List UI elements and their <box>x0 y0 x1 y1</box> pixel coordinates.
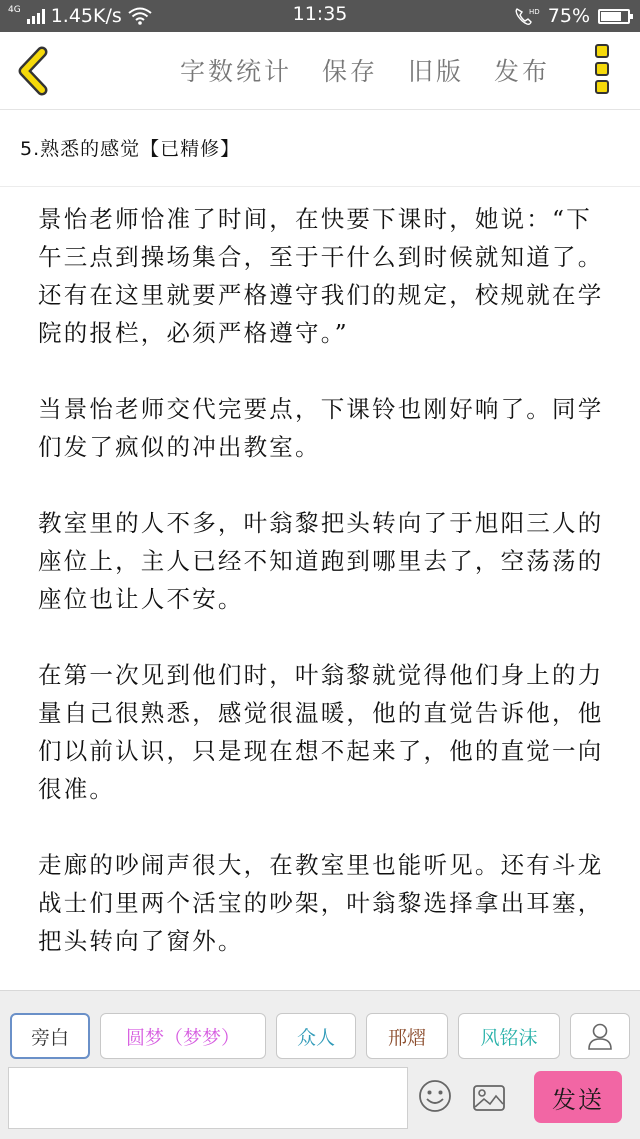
role-xingyi[interactable]: 邢熠 <box>366 1013 448 1059</box>
role-fengmingmo[interactable]: 风铭沫 <box>458 1013 560 1059</box>
call-icon <box>514 6 540 26</box>
back-chevron-icon[interactable] <box>14 46 54 96</box>
editor-toolbar <box>0 32 640 110</box>
battery-fill <box>601 12 621 21</box>
role-yuanmeng[interactable]: 圆梦（梦梦） <box>100 1013 266 1059</box>
send-button[interactable]: 发送 <box>534 1071 622 1123</box>
chapter-header <box>0 110 640 187</box>
status-time: 11:35 <box>292 3 348 25</box>
paragraph: 教室里的人不多，叶翁黎把头转向了于旭阳三人的座位上，主人已经不知道跑到哪里去了，空荡荡的座位也让人不安。 <box>38 509 604 613</box>
chapter-title[interactable]: 5.熟悉的感觉【已精修】 <box>20 138 241 160</box>
more-menu-icon[interactable] <box>594 44 614 96</box>
paragraph: 走廊的吵闹声很大，在教室里也能听见。还有斗龙战士们里两个活宝的吵架，叶翁黎选择拿出耳塞，把头转向了窗外。 <box>38 851 604 955</box>
add-role-button[interactable] <box>570 1013 630 1059</box>
old-version-button[interactable]: 旧版 <box>408 57 465 86</box>
publish-button[interactable]: 发布 <box>494 57 551 86</box>
message-input[interactable] <box>8 1067 408 1129</box>
network-type: 4G <box>8 5 21 15</box>
paragraph: 景怡老师恰准了时间，在快要下课时，她说：“下午三点到操场集合，至于干什么到时候就知道了。还有在这里就要严格遵守我们的规定，校规就在学院的报栏，必须严格遵守。” <box>38 205 604 347</box>
word-count-button[interactable]: 字数统计 <box>180 57 293 86</box>
call-badge: HD <box>528 8 540 16</box>
role-narration[interactable]: 旁白 <box>10 1013 90 1059</box>
emoji-icon[interactable] <box>418 1079 452 1113</box>
image-icon[interactable] <box>472 1083 506 1113</box>
save-button[interactable]: 保存 <box>322 57 379 86</box>
role-crowd[interactable]: 众人 <box>276 1013 356 1059</box>
chapter-content[interactable] <box>38 200 612 998</box>
person-icon <box>587 1022 613 1050</box>
composer-panel <box>0 990 640 1139</box>
network-speed: 1.45K/s <box>50 5 122 27</box>
paragraph: 在第一次见到他们时，叶翁黎就觉得他们身上的力量自己很熟悉，感觉很温暖，他的直觉告诉他，他们以前认识，只是现在想不起来了，他的直觉一向很准。 <box>38 661 604 803</box>
paragraph: 当景怡老师交代完要点，下课铃也刚好响了。同学们发了疯似的冲出教室。 <box>38 395 604 461</box>
battery-icon <box>598 9 630 24</box>
status-right <box>514 3 630 29</box>
status-bar <box>0 0 640 32</box>
battery-percent: 75% <box>547 5 590 27</box>
